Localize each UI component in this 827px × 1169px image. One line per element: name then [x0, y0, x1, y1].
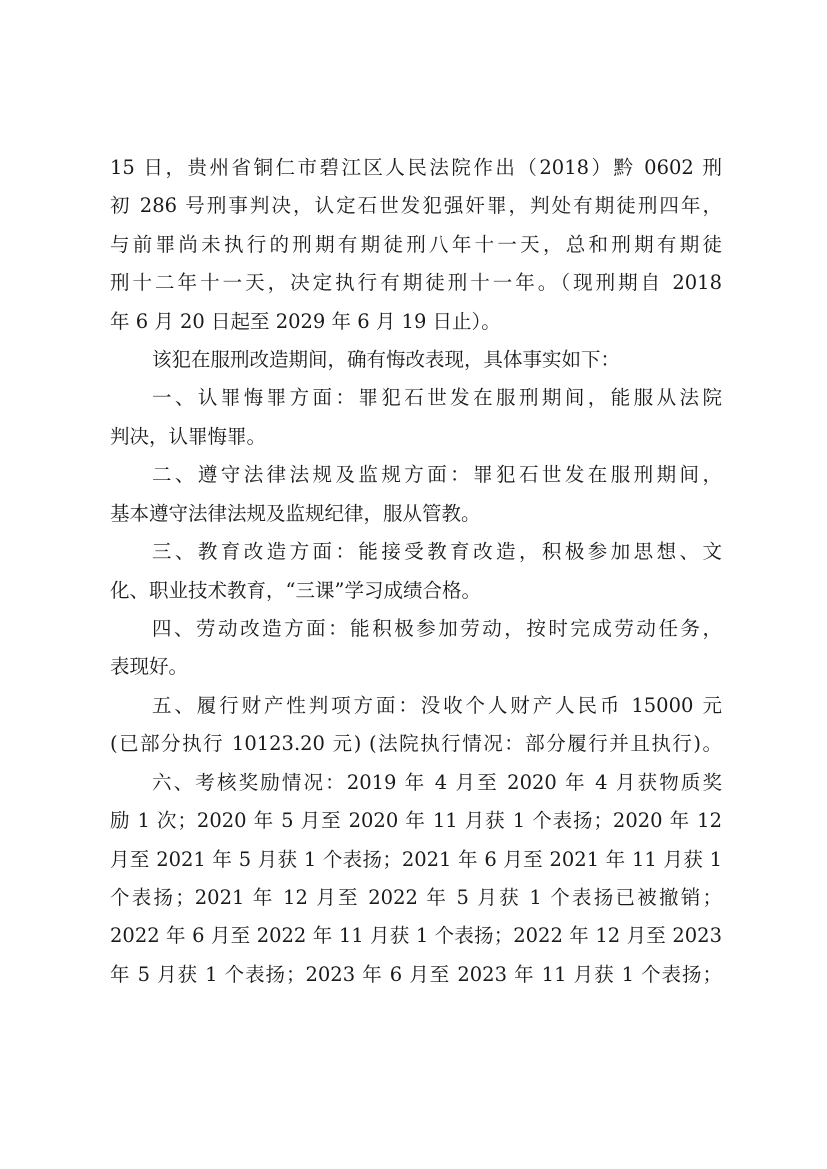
text-line: 月至 2021 年 5 月获 1 个表扬；2021 年 6 月至 2021 年 11 月获 1 [110, 848, 722, 871]
text-line: 初 286 号刑事判决，认定石世发犯强奸罪，判处有期徒刑四年， [110, 194, 722, 217]
text-line: 励 1 次；2020 年 5 月至 2020 年 11 月获 1 个表扬；2020 年 12 [110, 809, 722, 832]
text-line: 表现好。 [110, 655, 189, 678]
text-line: 六、考核奖励情况：2019 年 4 月至 2020 年 4 月获物质奖 [152, 771, 722, 794]
text-line: 刑十二年十一天，决定执行有期徒刑十一年。（现刑期自 2018 [110, 271, 722, 294]
text-line: 该犯在服刑改造期间，确有悔改表现，具体事实如下： [152, 348, 621, 371]
text-line: 判决，认罪悔罪。 [110, 425, 267, 448]
text-line: 年 6 月 20 日起至 2029 年 6 月 19 日止）。 [110, 310, 501, 333]
text-line: 15 日，贵州省铜仁市碧江区人民法院作出（2018）黔 0602 刑 [110, 156, 722, 179]
text-line: 五、履行财产性判项方面：没收个人财产人民币 15000 元 [152, 694, 722, 717]
text-line: 与前罪尚未执行的刑期有期徒刑八年十一天，总和刑期有期徒 [110, 233, 722, 256]
text-line: 个表扬；2021 年 12 月至 2022 年 5 月获 1 个表扬已被撤销； [110, 886, 722, 909]
text-line: 化、职业技术教育，“三课”学习成绩合格。 [110, 579, 481, 602]
text-line: 年 5 月获 1 个表扬；2023 年 6 月至 2023 年 11 月获 1 个表扬； [110, 963, 722, 986]
text-line: 基本遵守法律法规及监规纪律，服从管教。 [110, 502, 481, 525]
text-line: 四、劳动改造方面：能积极参加劳动，按时完成劳动任务， [152, 617, 722, 640]
text-line: 2022 年 6 月至 2022 年 11 月获 1 个表扬；2022 年 12 月至 2023 [110, 924, 722, 947]
text-line: (已部分执行 10123.20 元) (法院执行情况：部分履行并且执行)。 [110, 732, 722, 755]
text-line: 三、教育改造方面：能接受教育改造，积极参加思想、文 [152, 540, 722, 563]
text-line: 一、认罪悔罪方面：罪犯石世发在服刑期间，能服从法院 [152, 386, 722, 409]
text-line: 二、遵守法律法规及监规方面：罪犯石世发在服刑期间， [152, 463, 722, 486]
